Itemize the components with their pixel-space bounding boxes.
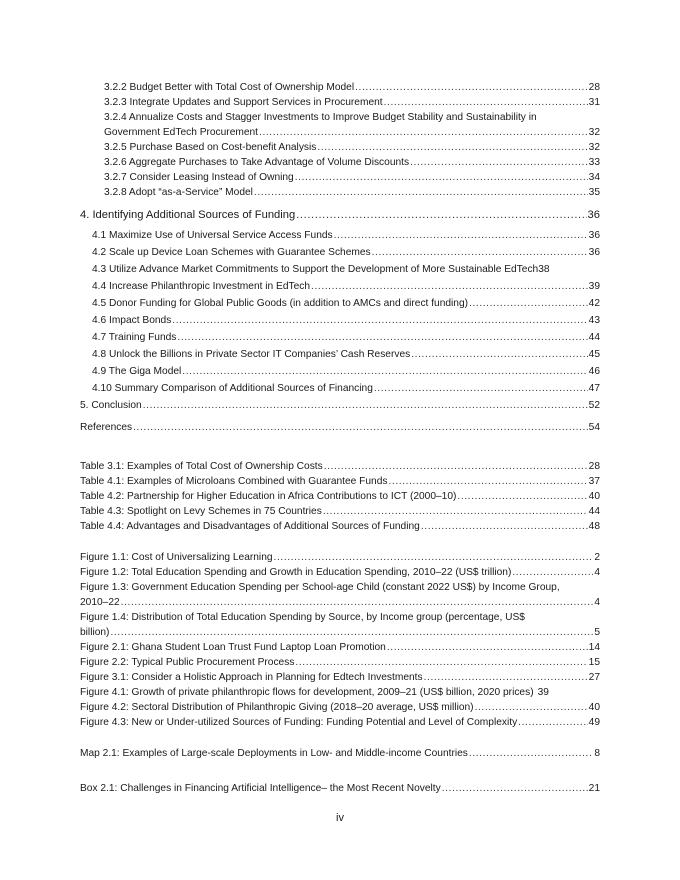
dot-leader	[296, 207, 586, 223]
toc-entry-title: 4.1 Maximize Use of Universal Service Access Funds	[92, 230, 333, 241]
toc-entry-3-2-3[interactable]	[104, 96, 600, 110]
page-number: iv	[336, 812, 344, 824]
toc-figure-1-4-line1[interactable]: Figure 1.4: Distribution of Total Education Spending by Source, by Income group (percentage, US$	[80, 612, 525, 623]
toc-figure-4-3[interactable]	[80, 716, 600, 730]
toc-entry-title: 3.2.3 Integrate Updates and Support Services in Procurement	[104, 97, 383, 108]
toc-entry-3-2-4[interactable]	[104, 126, 600, 140]
toc-figure-4-2[interactable]	[80, 701, 600, 715]
toc-figure-2-2[interactable]	[80, 656, 600, 670]
toc-entry-page: 5	[594, 627, 600, 638]
toc-entry-4-5[interactable]	[92, 297, 600, 311]
toc-entry-title: Figure 2.2: Typical Public Procurement Process	[80, 657, 295, 668]
dot-leader	[317, 141, 587, 155]
toc-entry-page: 37	[588, 476, 600, 487]
toc-entry-3-2-8[interactable]	[104, 186, 600, 200]
toc-entry-title: Table 4.2: Partnership for Higher Education in Africa Contributions to ICT (2000–10)	[80, 491, 457, 502]
toc-entry-title: Figure 2.1: Ghana Student Loan Trust Fund Laptop Loan Promotion	[80, 642, 386, 653]
toc-entry-page: 15	[588, 657, 600, 668]
toc-entry-page: 31	[588, 97, 600, 108]
toc-entry-page: 43	[588, 315, 600, 326]
dot-leader	[143, 399, 588, 413]
dot-leader	[424, 671, 588, 685]
toc-table-4-2[interactable]	[80, 490, 600, 504]
dot-leader	[254, 186, 588, 200]
toc-figure-2-1[interactable]	[80, 641, 600, 655]
toc-entry-page: 34	[588, 172, 600, 183]
toc-entry-3-2-4-line1[interactable]: 3.2.4 Annualize Costs and Stagger Investments to Improve Budget Stability and Sustainability in	[104, 112, 537, 123]
toc-entry-4-6[interactable]	[92, 314, 600, 328]
toc-table-4-3[interactable]	[80, 505, 600, 519]
toc-entry-page: 33	[588, 157, 600, 168]
toc-table-3-1[interactable]	[80, 460, 600, 474]
toc-entry-title: 4.8 Unlock the Billions in Private Sector IT Companies’ Cash Reserves	[92, 349, 411, 360]
toc-entry-4-4[interactable]	[92, 280, 600, 294]
dot-leader	[324, 460, 588, 474]
dot-leader	[469, 297, 588, 311]
toc-entry-title: 4.2 Scale up Device Loan Schemes with Guarantee Schemes	[92, 247, 371, 258]
toc-entry-title: Box 2.1: Challenges in Financing Artificial Intelligence– the Most Recent Novelty	[80, 783, 441, 794]
toc-figure-1-4[interactable]	[80, 626, 600, 640]
dot-leader	[110, 626, 593, 640]
toc-entry-title: 3.2.8 Adopt “as-a-Service” Model	[104, 187, 253, 198]
toc-entry-page: 47	[588, 383, 600, 394]
toc-figure-1-3[interactable]	[80, 596, 600, 610]
dot-leader	[374, 382, 588, 396]
toc-figure-3-1[interactable]	[80, 671, 600, 685]
toc-references[interactable]	[80, 421, 600, 435]
toc-entry-title: 3.2.6 Aggregate Purchases to Take Advantage of Volume Discounts	[104, 157, 410, 168]
toc-entry-title: References	[80, 422, 133, 433]
toc-entry-page: 44	[588, 506, 600, 517]
toc-entry-page: 46	[588, 366, 600, 377]
toc-entry-title: 2010–22	[80, 597, 120, 608]
toc-table-4-1[interactable]	[80, 475, 600, 489]
dot-leader	[512, 566, 593, 580]
dot-leader	[518, 716, 587, 730]
toc-entry-4-9[interactable]	[92, 365, 600, 379]
toc-entry-title: Figure 1.2: Total Education Spending and Growth in Education Spending, 2010–22 (US$ trillion)	[80, 567, 512, 578]
toc-entry-title: 3.2.2 Budget Better with Total Cost of Ownership Model	[104, 82, 355, 93]
toc-entry-title: Figure 4.1: Growth of private philanthropic flows for development, 2009–21 (US$ billion, 2020 prices)	[80, 687, 534, 698]
toc-entry-page: 28	[588, 461, 600, 472]
toc-table-4-4[interactable]	[80, 520, 600, 534]
dot-leader	[388, 475, 587, 489]
toc-entry-title: Government EdTech Procurement	[104, 127, 259, 138]
toc-entry-title: Table 3.1: Examples of Total Cost of Ownership Costs	[80, 461, 323, 472]
toc-entry-4-10[interactable]	[92, 382, 600, 396]
toc-entry-4-7[interactable]	[92, 331, 600, 345]
toc-entry-title: Map 2.1: Examples of Large-scale Deployments in Low- and Middle-income Countries	[80, 748, 468, 759]
toc-entry-page: 32	[588, 127, 600, 138]
dot-leader	[421, 520, 588, 534]
dot-leader	[172, 314, 587, 328]
toc-entry-4-2[interactable]	[92, 246, 600, 260]
toc-entry-page: 54	[588, 422, 600, 433]
toc-entry-page: 52	[588, 400, 600, 411]
dot-leader	[457, 490, 587, 504]
toc-entry-title: 5. Conclusion	[80, 400, 142, 411]
dot-leader	[323, 505, 588, 519]
toc-entry-page: 27	[588, 672, 600, 683]
toc-map-2-1[interactable]	[80, 747, 600, 761]
toc-entry-title: Table 4.1: Examples of Microloans Combined with Guarantee Funds	[80, 476, 388, 487]
toc-entry-title: 4.5 Donor Funding for Global Public Goods (in addition to AMCs and direct funding)	[92, 298, 469, 309]
toc-box-2-1[interactable]	[80, 782, 600, 796]
toc-entry-page: 42	[588, 298, 600, 309]
toc-entry-title: billion)	[80, 627, 110, 638]
dot-leader	[311, 280, 588, 294]
toc-entry-3-2-6[interactable]	[104, 156, 600, 170]
toc-entry-title: 4.4 Increase Philanthropic Investment in EdTech	[92, 281, 311, 292]
toc-entry-page: 14	[588, 642, 600, 653]
toc-entry-title: Figure 3.1: Consider a Holistic Approach in Planning for Edtech Investments	[80, 672, 423, 683]
toc-entry-page: 36	[588, 230, 600, 241]
dot-leader	[121, 596, 594, 610]
toc-entry-page: 45	[588, 349, 600, 360]
toc-entry-page: 28	[588, 82, 600, 93]
dot-leader	[372, 246, 588, 260]
toc-entry-title: 4.3 Utilize Advance Market Commitments to Support the Development of More Sustainable EdTech	[92, 264, 539, 275]
toc-entry-page: 38	[538, 264, 550, 275]
toc-entry-page: 21	[588, 783, 600, 794]
dot-leader	[410, 156, 588, 170]
toc-entry-page: 4	[594, 567, 600, 578]
toc-entry-page: 35	[588, 187, 600, 198]
toc-entry-title: Figure 1.1: Cost of Universalizing Learning	[80, 552, 273, 563]
toc-entry-3-2-5[interactable]	[104, 141, 600, 155]
toc-entry-page: 48	[588, 521, 600, 532]
toc-entry-title: Table 4.3: Spotlight on Levy Schemes in 75 Countries	[80, 506, 322, 517]
toc-entry-title: Figure 4.2: Sectoral Distribution of Philanthropic Giving (2018–20 average, US$ million)	[80, 702, 474, 713]
toc-entry-4-3[interactable]	[92, 263, 600, 277]
toc-entry-page: 44	[588, 332, 600, 343]
dot-leader	[411, 348, 587, 362]
toc-entry-page: 39	[588, 281, 600, 292]
toc-entry-page: 36	[587, 209, 600, 221]
dot-leader	[334, 229, 588, 243]
toc-figure-4-1[interactable]	[80, 686, 600, 700]
dot-leader	[295, 171, 588, 185]
toc-figure-1-1[interactable]	[80, 551, 600, 565]
toc-entry-title: 3.2.7 Consider Leasing Instead of Owning	[104, 172, 294, 183]
toc-figure-1-2[interactable]	[80, 566, 600, 580]
toc-chapter-5[interactable]	[80, 399, 600, 413]
toc-entry-title: 4. Identifying Additional Sources of Funding	[80, 209, 296, 221]
dot-leader	[274, 551, 594, 565]
toc-entry-page: 32	[588, 142, 600, 153]
toc-entry-4-8[interactable]	[92, 348, 600, 362]
toc-entry-title: 4.9 The Giga Model	[92, 366, 182, 377]
dot-leader	[469, 747, 593, 761]
toc-entry-3-2-7[interactable]	[104, 171, 600, 185]
dot-leader	[384, 96, 588, 110]
toc-entry-page: 8	[594, 748, 600, 759]
dot-leader	[295, 656, 587, 670]
toc-chapter-4[interactable]	[80, 207, 600, 223]
toc-entry-title: Table 4.4: Advantages and Disadvantages of Additional Sources of Funding	[80, 521, 420, 532]
dot-leader	[177, 331, 587, 345]
toc-entry-title: 4.6 Impact Bonds	[92, 315, 172, 326]
toc-entry-3-2-2[interactable]	[104, 81, 600, 95]
toc-entry-page: 39	[537, 687, 549, 698]
toc-entry-page: 36	[588, 247, 600, 258]
toc-entry-title: Figure 4.3: New or Under-utilized Sources of Funding: Funding Potential and Level of Complexity	[80, 717, 518, 728]
dot-leader	[387, 641, 588, 655]
toc-entry-title: 4.10 Summary Comparison of Additional Sources of Financing	[92, 383, 373, 394]
dot-leader	[475, 701, 588, 715]
toc-figure-1-3-line1[interactable]: Figure 1.3: Government Education Spending per School-age Child (constant 2022 US$) by Income Group,	[80, 582, 560, 593]
toc-entry-page: 2	[594, 552, 600, 563]
dot-leader	[182, 365, 587, 379]
toc-entry-title: 3.2.5 Purchase Based on Cost-benefit Analysis	[104, 142, 317, 153]
toc-entry-page: 4	[594, 597, 600, 608]
toc-entry-page: 40	[588, 491, 600, 502]
toc-entry-4-1[interactable]	[92, 229, 600, 243]
toc-entry-title: 4.7 Training Funds	[92, 332, 177, 343]
dot-leader	[259, 126, 588, 140]
toc-entry-page: 40	[588, 702, 600, 713]
dot-leader	[442, 782, 588, 796]
toc-entry-page: 49	[588, 717, 600, 728]
dot-leader	[355, 81, 588, 95]
dot-leader	[133, 421, 588, 435]
